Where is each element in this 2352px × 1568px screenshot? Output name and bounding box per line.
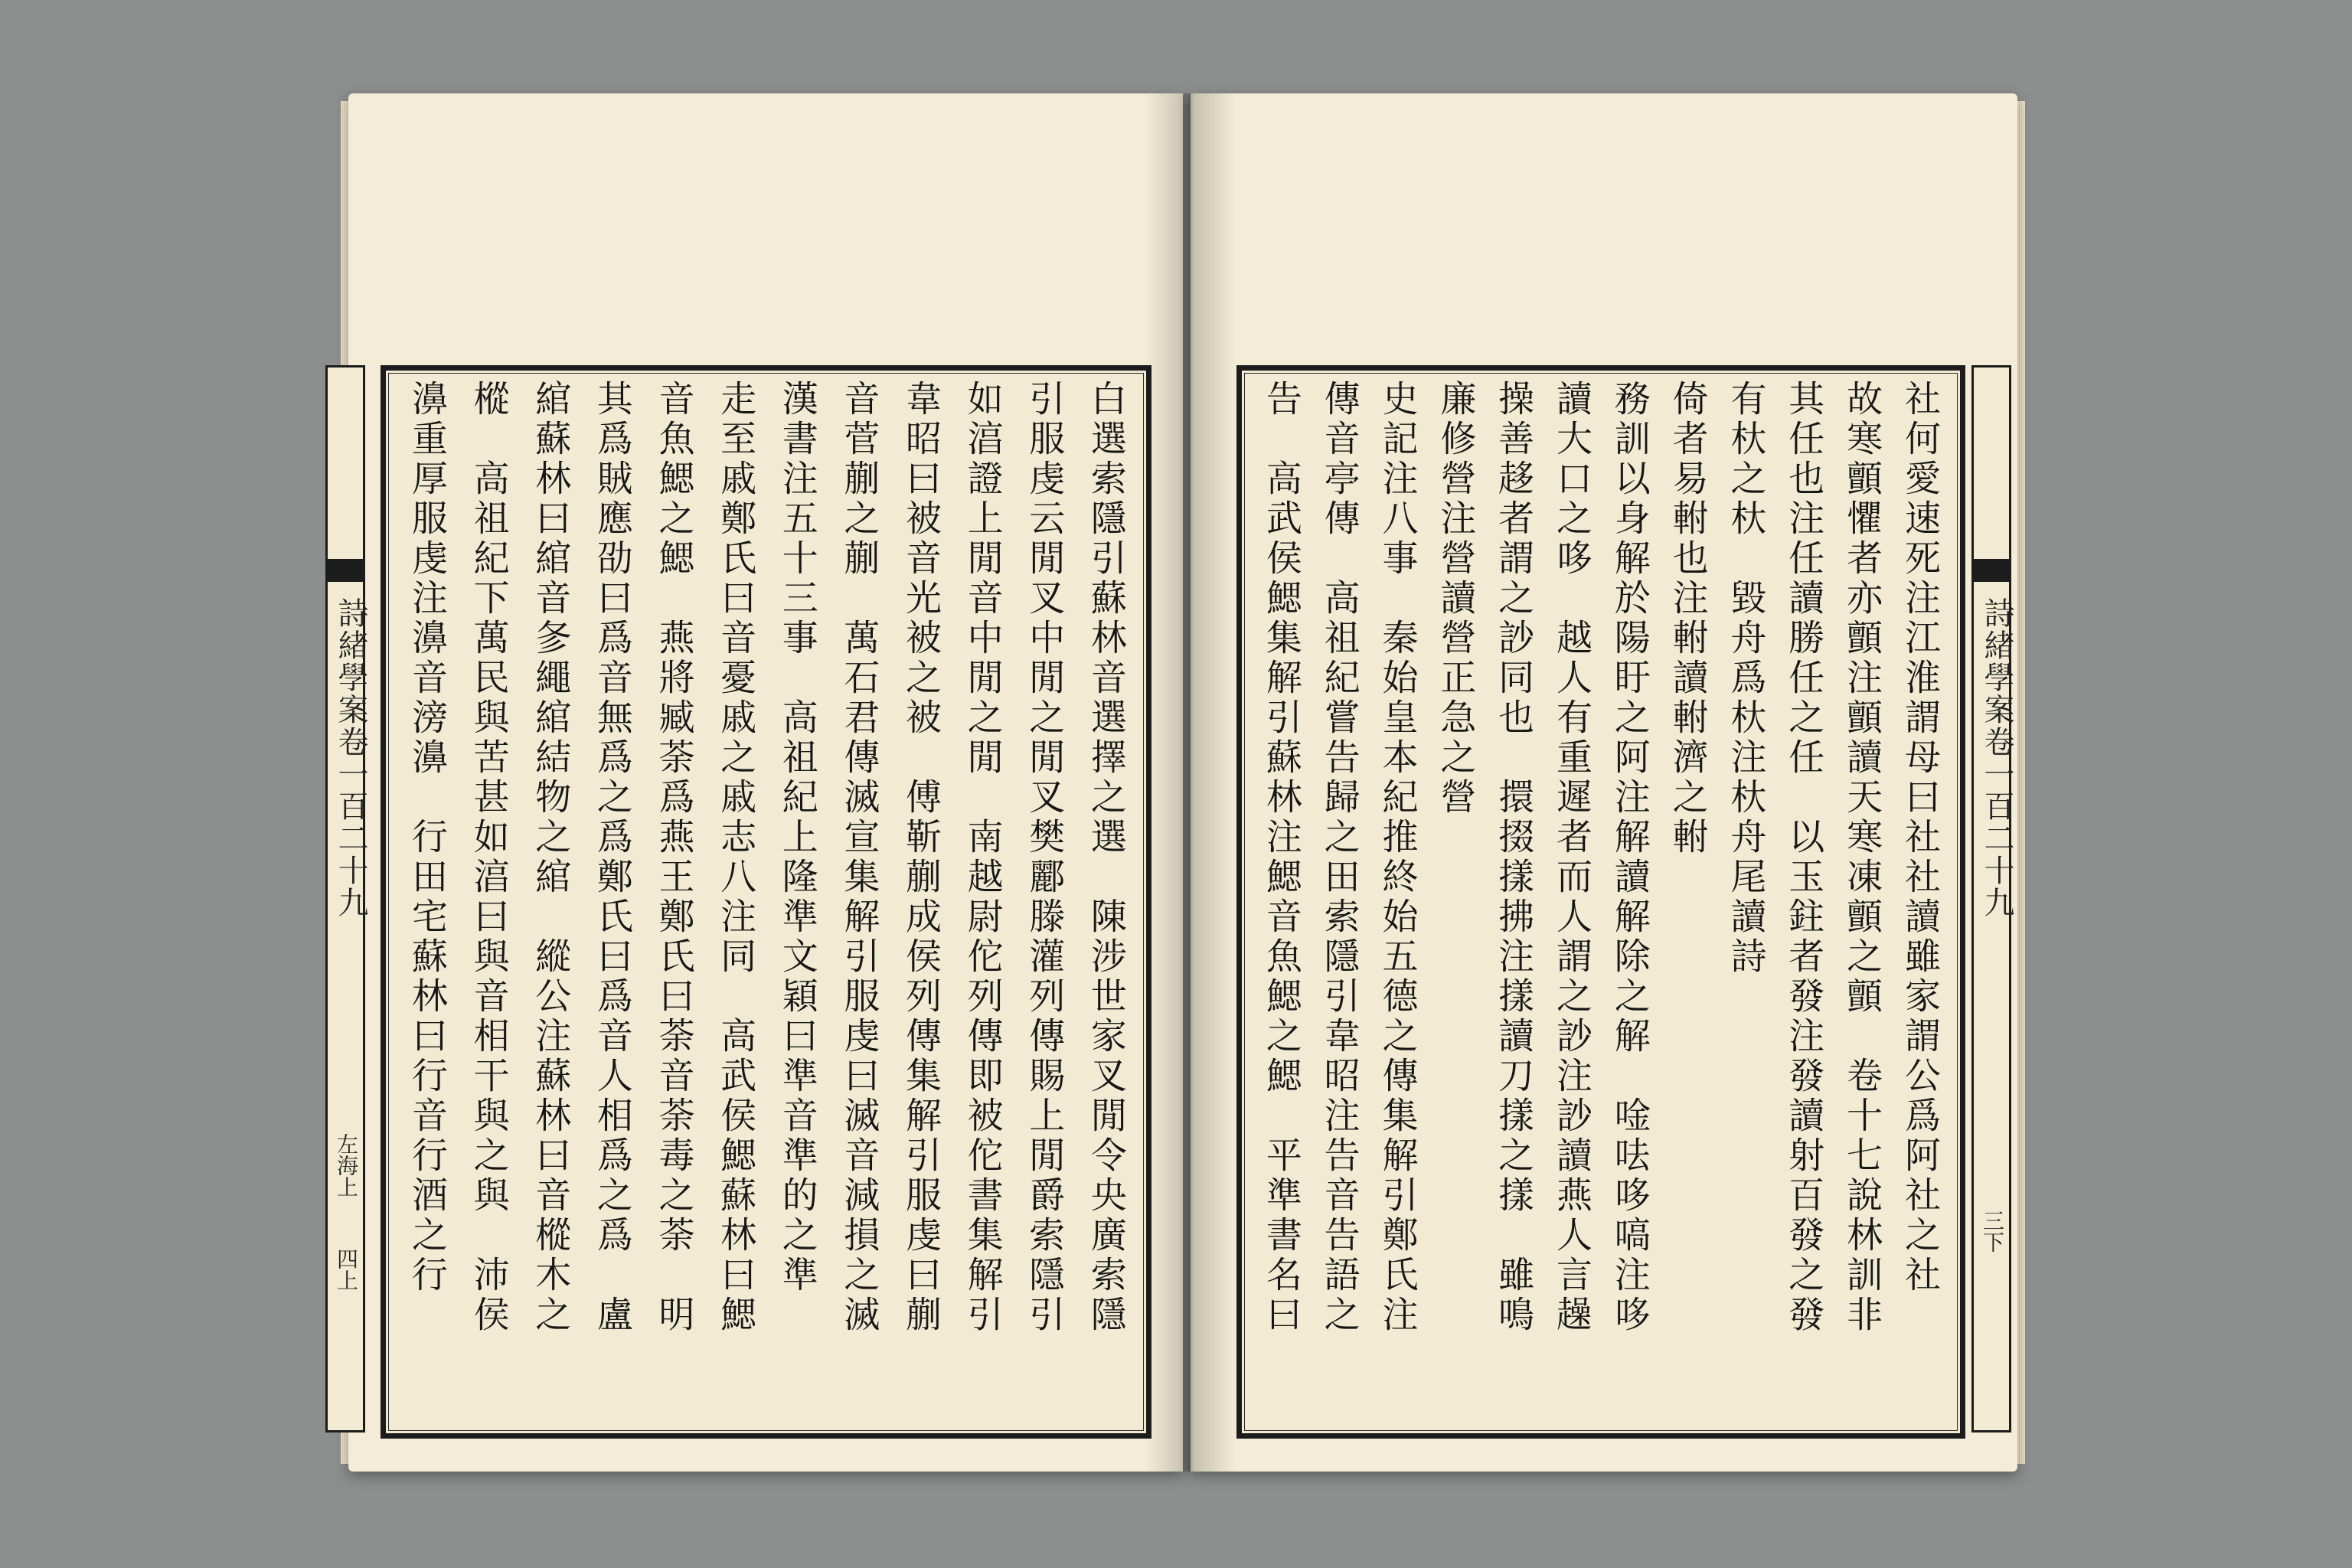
right-page-number: 三下 xyxy=(1980,1210,2005,1253)
left-page-number: 四上 xyxy=(334,1248,359,1291)
text-column: 務訓以身解於陽盱之阿注解讀解除之解 唫呿哆嗃注哆 xyxy=(1608,380,1651,1335)
right-text-frame xyxy=(1236,365,1965,1439)
text-column: 走至戚鄭氏曰音憂戚之戚志八注同 高武侯鰓蘇林曰鰓 xyxy=(714,380,757,1335)
text-column: 漢書注五十三事 高祖紀上隆準文穎曰準音準的之準 xyxy=(776,380,818,1295)
text-column: 綰蘇林曰綰音㣊繩綰結物之綰 縱公注蘇林曰音樅木之 xyxy=(529,380,572,1335)
book-gutter xyxy=(1145,93,1236,1472)
right-fold-column xyxy=(1971,365,2014,1432)
right-fold-title: 詩緒學案卷一百二十九 xyxy=(1979,597,2014,919)
text-column: 操善趍者謂之訬同也 擐掇㨾拂注㨾讀刀㨾之㨾 雖鳴 xyxy=(1492,380,1535,1335)
text-column: 廉修營注營讀營正急之營 xyxy=(1434,380,1477,818)
text-column: 社何愛速死注江淮謂母曰社社讀雖家謂公爲阿社之社 xyxy=(1898,380,1941,1295)
text-column: 白選索隱引蘇林音選擇之選 陳涉世家叉閒令央廣索隱 xyxy=(1084,380,1127,1335)
left-fold-column xyxy=(325,365,368,1432)
text-column: 其任也注任讀勝任之任 以玉鉒者發注發讀射百發之發 xyxy=(1782,380,1825,1335)
text-column: 如湻證上閒音中閒之閒 南越尉佗列傳即被佗書集解引 xyxy=(961,380,1004,1335)
text-column: 引服虔云閒叉中閒之閒叉樊酈滕灌列傳賜上閒爵索隱引 xyxy=(1023,380,1066,1335)
text-column: 史記注八事 秦始皇本紀推終始五德之傳集解引鄭氏注 xyxy=(1376,380,1419,1335)
text-column: 樅 高祖紀下萬民與苦甚如湻曰與音相干與之與 沛侯 xyxy=(467,380,510,1335)
fish-tail-mark xyxy=(1974,559,2009,582)
text-column: 音菅蒯之蒯 萬石君傳滅宣集解引服虔曰滅音減損之滅 xyxy=(838,380,880,1335)
text-column: 傳音亭傳 高祖紀嘗告歸之田索隱引韋昭注告音告語之 xyxy=(1318,380,1361,1335)
text-column: 故寒顫懼者亦顫注顫讀天寒凍顫之顫 卷十七說林訓非 xyxy=(1841,380,1883,1335)
left-fold-title: 詩緒學案卷一百二十九 xyxy=(333,597,368,919)
left-text-frame xyxy=(381,365,1152,1439)
open-book xyxy=(333,86,2017,1487)
left-fold-note: 左海上 xyxy=(334,1133,359,1197)
text-column: 讀大口之哆 越人有重遲者而人謂之訬注訬讀燕人言趮 xyxy=(1550,380,1592,1335)
text-column: 濞重厚服虔注濞音滂濞 行田宅蘇林曰行音行酒之行 xyxy=(406,380,448,1295)
right-text-columns xyxy=(1253,380,1949,1424)
left-text-columns xyxy=(397,380,1135,1424)
text-column: 告 高武侯鰓集解引蘇林注鰓音魚鰓之鰓 平準書名曰 xyxy=(1259,380,1302,1335)
fish-tail-mark xyxy=(328,559,363,582)
text-column: 有杕之杕 毀舟爲杕注杕舟尾讀詩 xyxy=(1724,380,1767,977)
text-column: 韋昭曰被音光被之被 傅靳蒯成侯列傳集解引服虔曰蒯 xyxy=(900,380,942,1335)
text-column: 倚者易軵也注軵讀軵濟之軵 xyxy=(1666,380,1709,858)
text-column: 其爲賊應劭曰爲音無爲之爲鄭氏曰爲音人相爲之爲 盧 xyxy=(590,380,633,1335)
text-column: 音魚鰓之鰓 燕將臧荼爲燕王鄭氏曰荼音荼毒之荼 明 xyxy=(652,380,695,1335)
